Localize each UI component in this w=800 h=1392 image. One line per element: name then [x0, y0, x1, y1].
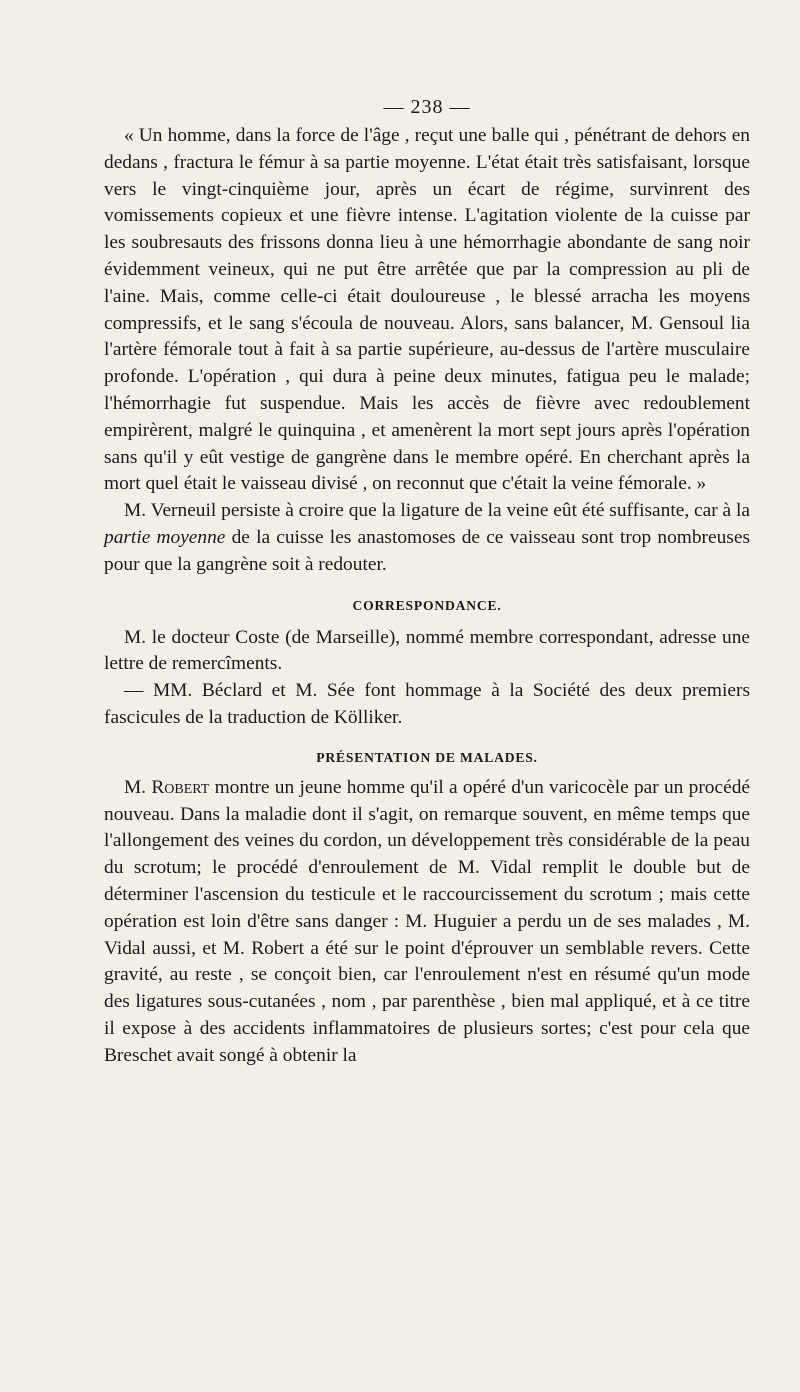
verneuil-text-end: de la cuisse les anastomoses de ce vaisseau sont trop nombreuses pour que la gangrène soit à redouter.: [104, 526, 750, 575]
verneuil-italic-phrase: partie moyenne: [104, 526, 226, 548]
presentation-author-name: Robert: [151, 776, 210, 798]
correspondance-paragraph-beclard: — MM. Béclard et M. Sée font hommage à la Société des deux premiers fascicules de la traduction de Kölliker.: [104, 680, 750, 728]
presentation-lead: M.: [124, 776, 152, 798]
correspondance-paragraph-coste: M. le docteur Coste (de Marseille), nommé membre correspondant, adresse une lettre de remercîments.: [104, 626, 750, 675]
verneuil-paragraph: [104, 498, 750, 578]
presentation-text: montre un jeune homme qu'il a opéré d'un varicocèle par un procédé nouveau. Dans la maladie dont il s'agit, on remarque souvent, en même temps que l'allongement des veines du cordon, un développement très considérable de la peau du scrotum; le procédé d'enroulement de M. Vidal remplit le double but de déterminer l'ascension du testicule et le raccourcissement du scrotum ; mais cette opération est loin d'être sans danger : M. Huguier a perdu un de ses malades , M. Vidal aussi, et M. Robert a été sur le point d'éprouver un semblable revers. Cette gravité, au reste , se conçoit bien, car l'enroulement n'est en résumé qu'un mode des ligatures sous-cutanées , nom , par parenthèse , bien mal appliqué, et à ce titre il expose à des accidents inflammatoires de plusieurs sortes; c'est pour cela que Breschet avait songé à obtenir la: [104, 776, 751, 1066]
verneuil-text-start: M. Verneuil persiste à croire que la ligature de la veine eût été suffisante, car à la: [124, 500, 750, 522]
page-number: — 238 —: [383, 96, 471, 118]
presentation-paragraph: [104, 775, 750, 1070]
quoted-case-paragraph: « Un homme, dans la force de l'âge , reçut une balle qui , pénétrant de dehors en dedans , fractura le fémur à sa partie moyenne. L'état était très satisfaisant, lorsque vers le vingt-cinquième jour, après un écart de régime, survinrent des vomissements copieux et une fièvre intense. L'agitation violente de la cuisse par les soubresauts des frissons donna lieu à une hémorrhagie abondante de sang noir évidemment veineux, qui ne put être arrêtée que par la compression au pli de l'aine. Mais, comme celle-ci était douloureuse , le blessé arracha les moyens compressifs, et le sang s'écoula de nouveau. Alors, sans balancer, M. Gensoul lia l'artère fémorale tout à fait à sa partie supérieure, au-dessus de l'artère musculaire profonde. L'opération , qui dura à peine deux minutes, fatigua peu le malade; l'hémorrhagie fut suspendue. Mais les accès de fièvre avec redoublement empirèrent, malgré le quinquina , et amenèrent la mort sept jours après l'opération sans qu'il y eût vestige de gangrène dans le membre opéré. En cherchant après la mort quel était le vaisseau divisé , on reconnut que c'était la veine fémorale. »: [104, 125, 750, 495]
correspondance-heading: CORRESPONDANCE.: [352, 597, 502, 613]
presentation-heading: PRÉSENTATION DE MALADES.: [316, 749, 538, 765]
